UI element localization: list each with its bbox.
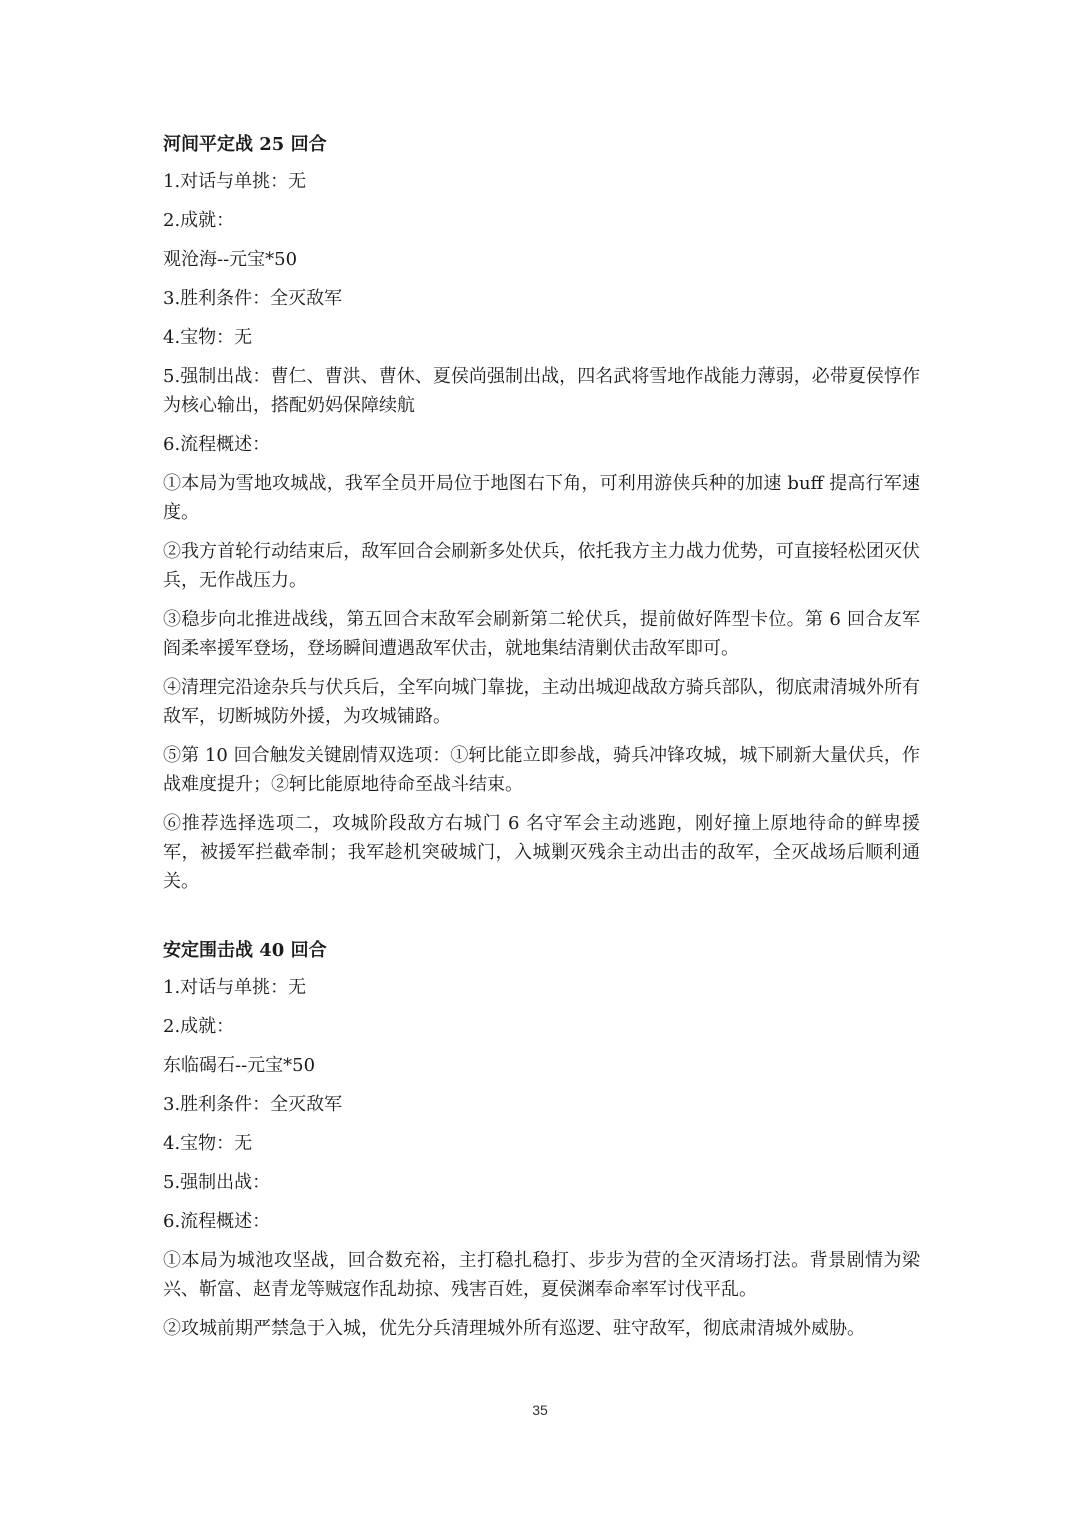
paragraph: 4.宝物：无: [163, 327, 253, 348]
paragraph: ⑥推荐选择选项二，攻城阶段敌方右城门 6 名守军会主动逃跑，刚好撞上原地待命的鲜卑援军，被援军拦截牵制；我军趁机突破城门，入城剿灭残余主动出击的敌军，全灭战场后顺利通关。: [163, 813, 920, 892]
paragraph: 6.流程概述：: [163, 1211, 271, 1232]
paragraph: 1.对话与单挑：无: [163, 171, 307, 192]
paragraph: 4.宝物：无: [163, 1133, 253, 1154]
paragraph: ②我方首轮行动结束后，敌军回合会刷新多处伏兵，依托我方主力战力优势，可直接轻松团灭伏兵，无作战压力。: [163, 541, 920, 591]
paragraph: ①本局为城池攻坚战，回合数充裕，主打稳扎稳打、步步为营的全灭清场打法。背景剧情为梁兴、靳富、赵青龙等贼寇作乱劫掠、残害百姓，夏侯渊奉命率军讨伐平乱。: [163, 1250, 920, 1300]
paragraph: ②攻城前期严禁急于入城，优先分兵清理城外所有巡逻、驻守敌军，彻底肃清城外威胁。: [163, 1318, 865, 1339]
paragraph: 1.对话与单挑：无: [163, 977, 307, 998]
document-page: [163, 128, 920, 1353]
paragraph: 东临碣石--元宝*50: [163, 1055, 316, 1076]
paragraph: 2.成就：: [163, 210, 235, 231]
paragraph: 2.成就：: [163, 1016, 235, 1037]
paragraph: ⑤第 10 回合触发关键剧情双选项：①轲比能立即参战，骑兵冲锋攻城，城下刷新大量伏兵，作战难度提升；②轲比能原地待命至战斗结束。: [163, 745, 920, 795]
paragraph: 观沧海--元宝*50: [163, 249, 298, 270]
section-hejian: [163, 128, 920, 896]
paragraph: ④清理完沿途杂兵与伏兵后，全军向城门靠拢，主动出城迎战敌方骑兵部队，彻底肃清城外所有敌军，切断城防外援，为攻城铺路。: [163, 677, 920, 727]
paragraph: 3.胜利条件：全灭敌军: [163, 288, 343, 309]
page-number: 35: [532, 1402, 548, 1418]
paragraph: 6.流程概述：: [163, 434, 271, 455]
paragraph: 5.强制出战：曹仁、曹洪、曹休、夏侯尚强制出战，四名武将雪地作战能力薄弱，必带夏侯惇作为核心输出，搭配奶妈保障续航: [163, 366, 920, 416]
paragraph: ①本局为雪地攻城战，我军全员开局位于地图右下角，可利用游侠兵种的加速 buff 提高行军速度。: [163, 473, 920, 523]
section-title: 安定围击战 40 回合: [163, 940, 327, 961]
paragraph: ③稳步向北推进战线，第五回合末敌军会刷新第二轮伏兵，提前做好阵型卡位。第 6 回合友军阎柔率援军登场，登场瞬间遭遇敌军伏击，就地集结清剿伏击敌军即可。: [163, 609, 920, 659]
section-title: 河间平定战 25 回合: [163, 134, 327, 155]
paragraph: 5.强制出战：: [163, 1172, 271, 1193]
paragraph: 3.胜利条件：全灭敌军: [163, 1094, 343, 1115]
section-anding: [163, 934, 920, 1343]
